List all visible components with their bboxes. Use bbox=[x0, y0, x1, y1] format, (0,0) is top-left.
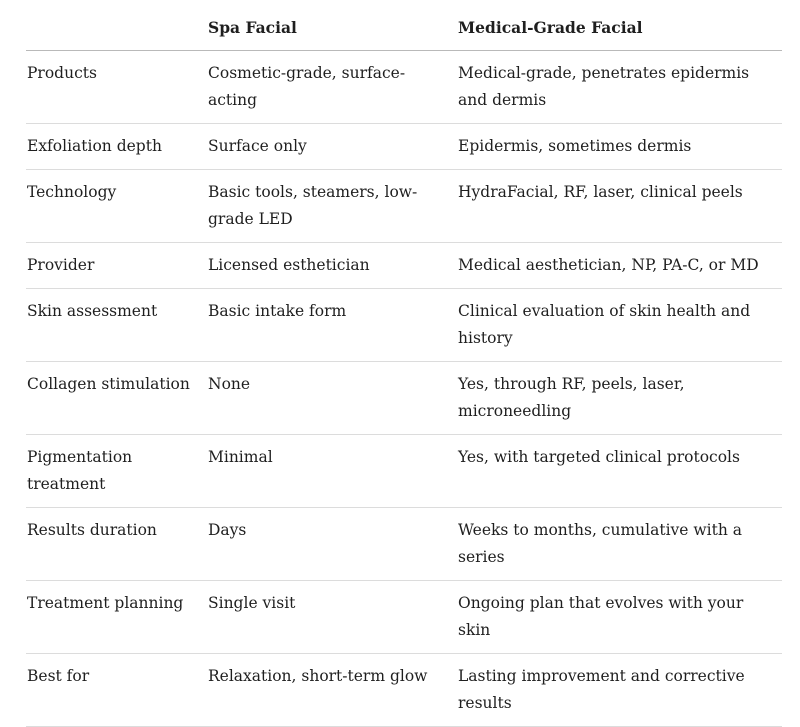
header-spa-facial-text: Spa Facial bbox=[208, 18, 297, 37]
spa-facial-cell: Surface only bbox=[207, 124, 457, 170]
table-header-row bbox=[26, 0, 782, 51]
medical-facial-cell: Yes, through RF, peels, laser, microneedling bbox=[457, 362, 782, 435]
comparison-table-container bbox=[26, 0, 782, 727]
spa-facial-cell: Cosmetic-grade, surface-acting bbox=[207, 51, 457, 124]
spa-facial-cell: Licensed esthetician bbox=[207, 243, 457, 289]
spa-facial-cell: Single visit bbox=[207, 581, 457, 654]
row-label: Results duration bbox=[26, 508, 207, 581]
medical-facial-cell: Ongoing plan that evolves with your skin bbox=[457, 581, 782, 654]
medical-facial-cell: Epidermis, sometimes dermis bbox=[457, 124, 782, 170]
header-medical-grade-facial bbox=[457, 0, 782, 51]
row-label: Pigmentation treatment bbox=[26, 435, 207, 508]
medical-facial-cell: Medical aesthetician, NP, PA-C, or MD bbox=[457, 243, 782, 289]
medical-facial-cell: Lasting improvement and corrective results bbox=[457, 654, 782, 727]
table-row bbox=[26, 124, 782, 170]
spa-facial-cell: Minimal bbox=[207, 435, 457, 508]
spa-facial-cell: None bbox=[207, 362, 457, 435]
table-row bbox=[26, 362, 782, 435]
header-empty-cell bbox=[26, 0, 207, 51]
table-row bbox=[26, 581, 782, 654]
table-row bbox=[26, 508, 782, 581]
spa-facial-cell: Days bbox=[207, 508, 457, 581]
row-label: Technology bbox=[26, 170, 207, 243]
table-row bbox=[26, 170, 782, 243]
header-medical-grade-facial-text: Medical-Grade Facial bbox=[458, 18, 643, 37]
medical-facial-cell: Clinical evaluation of skin health and history bbox=[457, 289, 782, 362]
row-label: Products bbox=[26, 51, 207, 124]
table-row bbox=[26, 289, 782, 362]
row-label: Skin assessment bbox=[26, 289, 207, 362]
header-spa-facial bbox=[207, 0, 457, 51]
medical-facial-cell: Yes, with targeted clinical protocols bbox=[457, 435, 782, 508]
medical-facial-cell: HydraFacial, RF, laser, clinical peels bbox=[457, 170, 782, 243]
row-label: Collagen stimulation bbox=[26, 362, 207, 435]
row-label: Treatment planning bbox=[26, 581, 207, 654]
medical-facial-cell: Weeks to months, cumulative with a series bbox=[457, 508, 782, 581]
comparison-table bbox=[26, 0, 782, 727]
spa-facial-cell: Basic intake form bbox=[207, 289, 457, 362]
spa-facial-cell: Basic tools, steamers, low-grade LED bbox=[207, 170, 457, 243]
row-label: Exfoliation depth bbox=[26, 124, 207, 170]
medical-facial-cell: Medical-grade, penetrates epidermis and dermis bbox=[457, 51, 782, 124]
table-row bbox=[26, 243, 782, 289]
table-row bbox=[26, 51, 782, 124]
row-label: Best for bbox=[26, 654, 207, 727]
table-row bbox=[26, 435, 782, 508]
spa-facial-cell: Relaxation, short-term glow bbox=[207, 654, 457, 727]
row-label: Provider bbox=[26, 243, 207, 289]
table-row bbox=[26, 654, 782, 727]
